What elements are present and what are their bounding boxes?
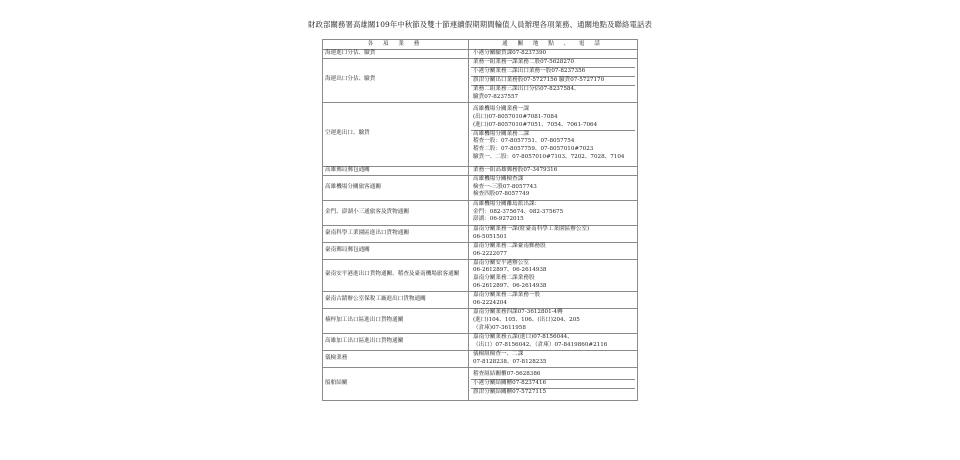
table-row xyxy=(323,175,638,200)
business-cell: 高雄機場分關旅客通關 xyxy=(323,175,469,200)
contact-line: 嘉南分關業務五課(進口)07-8156044、 xyxy=(473,334,573,341)
table-row xyxy=(323,309,638,334)
contact-line: 金門：082-375674、082-375675 xyxy=(473,208,564,215)
contact-line: 07-8128238、07-8128235 xyxy=(473,359,547,366)
contact-line: 06-2222077 xyxy=(473,250,507,257)
business-cell: 高雄郵局郵包通關 xyxy=(323,166,469,175)
table-row xyxy=(323,166,638,175)
contact-line: 高雄機場分關離島派出課： xyxy=(473,200,541,207)
business-cell: 船舶結關 xyxy=(323,368,469,401)
table-row xyxy=(323,59,638,103)
contact-block xyxy=(471,201,635,225)
contact-cell xyxy=(469,175,638,200)
contact-block xyxy=(471,226,635,242)
contact-block xyxy=(471,176,635,200)
contact-line: 高雄機場分關檢查課 xyxy=(473,175,524,182)
contact-block xyxy=(471,334,635,350)
contact-cell xyxy=(469,59,638,103)
contact-block xyxy=(471,167,635,175)
contact-line: (進口)104、105、106、(出口)204、205 xyxy=(473,317,580,324)
contact-line: 稽查二股：07-8057759、07-8057010#7023 xyxy=(473,146,594,153)
contact-block xyxy=(471,131,635,163)
contact-block xyxy=(471,371,635,380)
contact-line: 檢查一-三股07-8057743 xyxy=(473,183,537,190)
contact-line: 嘉南分關業務四課07-3612801-4轉 xyxy=(473,309,563,316)
business-cell: 海運出口分估、驗貨 xyxy=(323,59,469,103)
header-business: 各 項 業 務 xyxy=(323,40,469,50)
contact-line: 驗貨07-8237557 xyxy=(473,93,519,100)
contact-line: 小港分關驗貨課07-8237390 xyxy=(473,50,547,57)
business-cell: 金門、澎湖小三通旅客及貨物通關 xyxy=(323,200,469,225)
contact-block xyxy=(471,292,635,308)
contact-cell xyxy=(469,166,638,175)
contact-line: 06-5051501 xyxy=(473,233,507,240)
contact-line: 06-2612897、06-2614938 xyxy=(473,267,547,274)
contact-block xyxy=(471,243,635,259)
table-row xyxy=(323,368,638,401)
contact-line: 高雄機場分關業務二課 xyxy=(473,130,529,137)
business-cell: 臺南郵局郵包通關 xyxy=(323,242,469,259)
contact-line: 嘉南分關業務三課業務一股 xyxy=(473,292,541,299)
contact-line: 驗貨一、二股：07-8057010#7103、7202、7028、7104 xyxy=(473,154,625,161)
contact-block xyxy=(471,260,635,292)
contact-line: 旗津分關結關櫃07-5727115 xyxy=(473,389,547,396)
business-cell: 高雄加工出口區進出口貨物通關 xyxy=(323,334,469,351)
contact-line: 嘉南分關安平港辦公室 xyxy=(473,259,529,266)
contact-cell xyxy=(469,309,638,334)
contact-block xyxy=(471,389,635,397)
contact-line: 稽查組結關櫃07-5628386 xyxy=(473,371,541,378)
table-row xyxy=(323,259,638,292)
contact-line: 06-2612897、06-2614938 xyxy=(473,283,547,290)
contact-cell xyxy=(469,50,638,59)
business-cell: 臺南科學工業園區進出口貨物通關 xyxy=(323,225,469,242)
contact-line: 嘉南分關業務二課業務股 xyxy=(473,275,535,282)
table-row xyxy=(323,292,638,309)
contact-block xyxy=(471,380,635,389)
contact-block xyxy=(471,59,635,68)
contact-line: 嘉南分關業務一課(駐臺南科學工業園區辦公室) xyxy=(473,225,590,232)
table-row xyxy=(323,225,638,242)
contact-line: 稽查一股：07-8057751、07-8057754 xyxy=(473,138,575,145)
contact-block xyxy=(471,106,635,131)
business-cell: 空運進出口、驗貨 xyxy=(323,102,469,166)
contact-line: 業務一組高雄郵務股07-3479316 xyxy=(473,166,558,173)
contact-cell xyxy=(469,292,638,309)
contact-line: 06-2224204 xyxy=(473,300,507,307)
contact-line: 小港分關業務三課出口業務一股07-8237356 xyxy=(473,67,586,74)
table-row xyxy=(323,351,638,368)
contact-block xyxy=(471,68,635,77)
document-title: 財政部關務署高雄關109年中秋節及雙十節連續假期期間輪值人員辦理各項業務、通關地點及聯絡電話表 xyxy=(308,20,652,29)
table-row xyxy=(323,200,638,225)
header-contact: 通 關 地 點 、 電 話 xyxy=(469,40,638,50)
contact-line: 澎湖：06-9272015 xyxy=(473,216,524,223)
table-header-row xyxy=(323,40,638,50)
table-row xyxy=(323,102,638,166)
contact-line: 旗津分關出口業務股07-5727156 驗貨07-5727170 xyxy=(473,76,605,83)
business-cell: 楠梓加工出口區進出口貨物通關 xyxy=(323,309,469,334)
contact-line: (進口)07-8057010#7051、7054、7061-7064 xyxy=(473,121,598,128)
contact-block xyxy=(471,351,635,367)
contact-block xyxy=(471,309,635,333)
table-row xyxy=(323,242,638,259)
contact-block xyxy=(471,50,635,58)
contact-line: 儀檢組檢查一、二課 xyxy=(473,351,524,358)
table-row xyxy=(323,334,638,351)
contact-line: 業務一組業務一課業務二股07-5628270 xyxy=(473,59,575,65)
contact-line: (出口)07-8057010#7081-7084 xyxy=(473,113,558,120)
contact-line: 檢查四股07-8057749 xyxy=(473,191,530,198)
table-row xyxy=(323,50,638,59)
business-cell: 臺南古蹟辦公室保稅工廠進出口貨物通關 xyxy=(323,292,469,309)
contact-line: 高雄機場分關業務一課 xyxy=(473,105,529,112)
table-body xyxy=(323,50,638,401)
contact-cell xyxy=(469,242,638,259)
contact-cell xyxy=(469,225,638,242)
contact-block xyxy=(471,77,635,86)
contact-block xyxy=(471,86,635,102)
contact-table xyxy=(322,39,638,401)
contact-cell xyxy=(469,102,638,166)
contact-line: （倉庫)07-3611958 xyxy=(473,325,526,332)
contact-cell xyxy=(469,334,638,351)
business-cell: 臺南安平港進出口貨物通關、稽查及臺南機場旅客通關 xyxy=(323,259,469,292)
contact-line: （出口）07-8156042、（倉庫）07-8419860#2116 xyxy=(473,342,608,349)
contact-line: 嘉南分關業務二課臺南郵務股 xyxy=(473,242,546,249)
contact-cell xyxy=(469,259,638,292)
contact-cell xyxy=(469,368,638,401)
contact-cell xyxy=(469,200,638,225)
business-cell: 儀檢業務 xyxy=(323,351,469,368)
contact-cell xyxy=(469,351,638,368)
contact-line: 小港分關結關櫃07-8237416 xyxy=(473,380,547,387)
business-cell: 海運進口分估、驗貨 xyxy=(323,50,469,59)
contact-line: 業務二組業務三課出口分估07-8237584、 xyxy=(473,85,580,92)
